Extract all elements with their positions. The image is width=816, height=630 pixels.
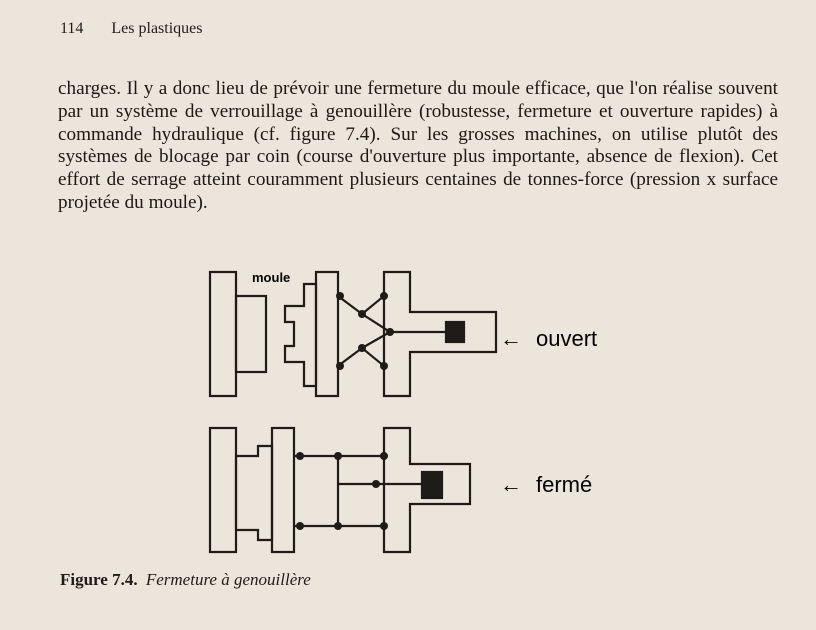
diagram-open-state (210, 272, 496, 396)
fixed-platen-closed (210, 428, 236, 552)
label-moule: moule (252, 270, 291, 285)
figure-caption (60, 570, 311, 590)
running-head (60, 20, 203, 38)
label-closed: fermé (536, 472, 593, 497)
toggle-rod-upper-open (362, 314, 390, 332)
toggle-clamp-figure (0, 260, 816, 580)
mould-halves-closed (236, 446, 272, 540)
diagram-closed-state (210, 428, 470, 552)
moving-platen-closed (272, 428, 294, 552)
page-number: 114 (60, 20, 84, 37)
rear-platen-open (384, 272, 496, 396)
running-head-title: Les plastiques (111, 20, 203, 37)
body-paragraph: charges. Il y a donc lieu de prévoir une fermeture du moule efficace, que l'on réalise souvent par un système de verrouillage à genouillère (robustesse, fermeture et ouverture rapides) à commande hydraulique (cf. figure 7.4). Sur les grosses machines, on utilise plutôt des systèmes de blocage par coin (course d'ouverture plus importante, absence de flexion). Cet effort de serrage atteint couramment plusieurs centaines de tonnes-force (pression x surface projetée du moule). (58, 78, 778, 213)
arrow-open: ← (500, 326, 522, 351)
mould-half-fixed-open (236, 296, 266, 372)
mould-half-moving-open (285, 284, 316, 386)
piston-closed (422, 472, 442, 498)
toggle-rod-lower-open (362, 332, 390, 348)
fixed-platen-open (210, 272, 236, 396)
caption-label: Figure 7.4. (60, 570, 138, 589)
moving-platen-open (316, 272, 338, 396)
arrow-closed: ← (500, 472, 522, 497)
label-open: ouvert (536, 326, 598, 351)
piston-open (446, 322, 464, 342)
caption-title: Fermeture à genouillère (145, 570, 311, 589)
